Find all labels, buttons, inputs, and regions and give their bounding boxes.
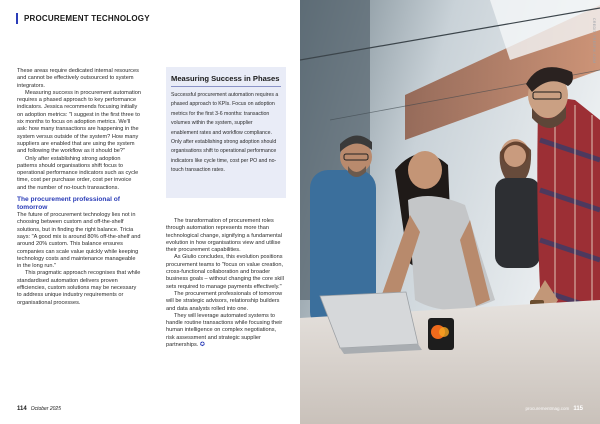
paragraph: These areas require dedicated internal resources and cannot be effectively outsourced to system integrators.	[17, 68, 139, 89]
right-folio	[526, 406, 583, 412]
section-title: PROCUREMENT TECHNOLOGY	[24, 14, 150, 23]
paragraph: The procurement professionals of tomorrow will be strategic advisors, relationship builders and data analysts rolled into one.	[166, 290, 283, 312]
office-team-photo	[300, 0, 600, 424]
issue-date: October 2025	[30, 406, 61, 412]
subheading: The procurement professional of tomorrow	[17, 196, 120, 212]
photo-credit: CREDIT: FREEPIK.COM	[592, 18, 596, 64]
paragraph	[166, 313, 286, 349]
paragraph: Measuring success in procurement automation requires a phased approach to key performance indicators. Jessica recommends focusing initially on adoption metrics: "I suggest in the first three to six months to focus on adoption metrics. We'll ask: how many transactions are happening in the system versus outside of the system? How many suppliers are enabled that are using the system and following the workflow as it should be?"	[17, 89, 141, 155]
sidebar-box	[166, 67, 286, 198]
magazine-url: procurementmag.com	[525, 406, 570, 411]
section-marker	[16, 13, 18, 24]
sidebar-title: Measuring Success in Phases	[171, 74, 281, 87]
page-number: 115	[573, 406, 583, 412]
page-number: 114	[17, 406, 27, 412]
article-column-1	[17, 68, 141, 307]
paragraph: Only after establishing strong adoption patterns should organisations shift focus to operational performance indicators such as cycle time, cost per purchase order, cost per invoice and the number of no-touch transactions.	[17, 155, 139, 191]
paragraph: The future of procurement technology lies not in choosing between custom and off-the-shelf solutions, but in finding the right balance. Tricia says: "A good mix is around 80% off-the-shelf and around 20% custom. This balance ensures companies can scale value quickly while keeping technology costs and maintenance manageable in the long run."	[17, 212, 141, 270]
paragraph: The transformation of procurement roles through automation represents more than technological change, signifying a fundamental evolution in how organisations view and utilise their procurement capabilities.	[166, 218, 282, 254]
paragraph: As Giulio concludes, this evolution positions procurement teams to "focus on value creation, cross-functional collaboration and broader business goals – without changing the core skill sets required to manage payments effectively."	[166, 254, 284, 290]
paragraph-text: They will leverage automated systems to handle routine transactions while focusing their human intelligence on complex negotiations, risk assessment and strategic supplier partnerships.	[166, 312, 283, 349]
right-page	[300, 0, 600, 424]
sidebar-body: Successful procurement automation requires a phased approach to KPIs. Focus on adoption metrics for the first 3-6 months: transaction volumes within the system, supplier enablement rates and workflow compliance. Only after establishing strong adoption should organisations shift to operational performance indicators like cycle time, cost per PO and no-touch transaction rates.	[171, 92, 279, 174]
paragraph: This pragmatic approach recognises that while standardised automation delivers proven efficiencies, custom solutions may be necessary to address unique industry requirements or organisational processes.	[17, 270, 141, 306]
end-of-article-icon: ✪	[199, 342, 205, 349]
article-column-2	[166, 218, 286, 349]
left-folio	[17, 406, 61, 412]
